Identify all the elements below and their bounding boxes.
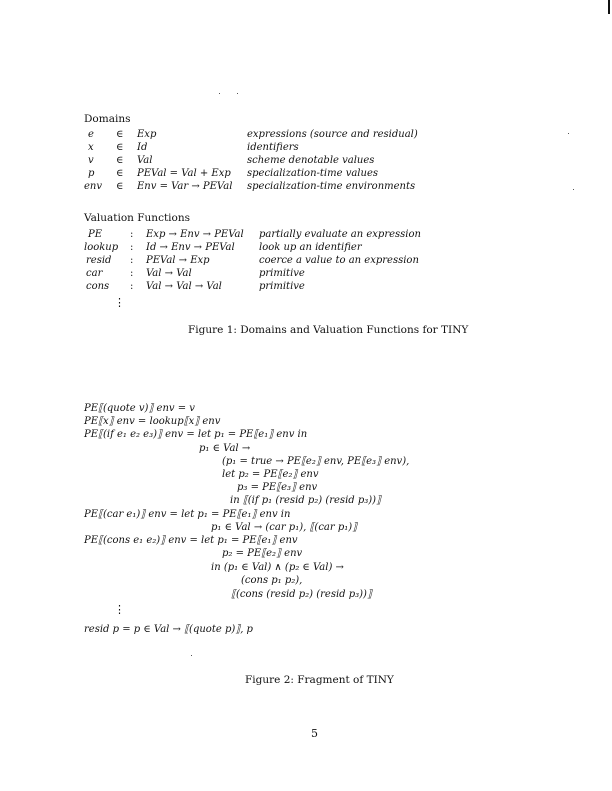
domain-var: e xyxy=(88,129,94,140)
code-line: in ⟦(if p₁ (resid p₂) (resid p₃))⟧ xyxy=(230,495,382,506)
domain-var: x xyxy=(88,142,94,153)
domain-type: Val xyxy=(137,155,153,166)
function-name: cons xyxy=(86,281,110,292)
function-sep: : xyxy=(130,255,134,266)
vertical-ellipsis: ⋮ xyxy=(114,296,125,309)
domain-desc: expressions (source and residual) xyxy=(247,129,418,140)
code-line: in (p₁ ∈ Val) ∧ (p₂ ∈ Val) → xyxy=(211,562,344,573)
function-desc: primitive xyxy=(259,281,305,292)
figure1-caption: Figure 1: Domains and Valuation Functions for TINY xyxy=(188,324,469,336)
code-line: let p₂ = PE⟦e₂⟧ env xyxy=(222,469,319,480)
function-type: PEVal → Exp xyxy=(146,255,210,266)
function-type: Val → Val → Val xyxy=(146,281,222,292)
vertical-ellipsis: ⋮ xyxy=(114,603,125,616)
domains-heading: Domains xyxy=(84,113,131,125)
domain-rel: ∈ xyxy=(116,129,124,140)
domain-type: PEVal = Val + Exp xyxy=(137,168,231,179)
function-desc: look up an identifier xyxy=(259,242,362,253)
function-sep: : xyxy=(130,229,134,240)
code-line: p₁ ∈ Val → (car p₁), ⟦(car p₁)⟧ xyxy=(211,522,358,533)
domain-rel: ∈ xyxy=(116,168,124,179)
domain-rel: ∈ xyxy=(116,155,124,166)
function-name: PE xyxy=(88,229,103,240)
scan-speck xyxy=(191,655,192,656)
code-line: (p₁ = true → PE⟦e₂⟧ env, PE⟦e₃⟧ env), xyxy=(222,456,410,467)
function-name: resid xyxy=(86,255,112,266)
domain-desc: specialization-time values xyxy=(247,168,378,179)
domain-desc: identifiers xyxy=(247,142,299,153)
function-type: Exp → Env → PEVal xyxy=(146,229,244,240)
domain-type: Exp xyxy=(137,129,157,140)
code-line: PE⟦(if e₁ e₂ e₃)⟧ env = let p₁ = PE⟦e₁⟧ env in xyxy=(84,429,308,440)
scan-speck xyxy=(568,133,569,134)
code-line: resid p = p ∈ Val → ⟦(quote p)⟧, p xyxy=(84,624,253,635)
domain-var: env xyxy=(84,181,103,192)
corner-mark xyxy=(608,0,610,14)
function-type: Id → Env → PEVal xyxy=(146,242,235,253)
code-line: PE⟦x⟧ env = lookup⟦x⟧ env xyxy=(84,416,221,427)
scan-speck xyxy=(237,93,238,94)
valuation-heading: Valuation Functions xyxy=(84,212,190,224)
domain-desc: scheme denotable values xyxy=(247,155,375,166)
figure2-caption: Figure 2: Fragment of TINY xyxy=(245,674,394,686)
function-sep: : xyxy=(130,242,134,253)
code-line: PE⟦(quote v)⟧ env = v xyxy=(84,403,195,414)
function-sep: : xyxy=(130,268,134,279)
function-desc: primitive xyxy=(259,268,305,279)
function-desc: coerce a value to an expression xyxy=(259,255,419,266)
code-line: PE⟦(car e₁)⟧ env = let p₁ = PE⟦e₁⟧ env in xyxy=(84,509,291,520)
scan-speck xyxy=(219,93,220,94)
page-number: 5 xyxy=(311,727,318,740)
domain-var: p xyxy=(88,168,95,179)
domain-rel: ∈ xyxy=(116,181,124,192)
domain-desc: specialization-time environments xyxy=(247,181,416,192)
function-sep: : xyxy=(130,281,134,292)
code-line: p₂ = PE⟦e₂⟧ env xyxy=(222,548,303,559)
function-type: Val → Val xyxy=(146,268,192,279)
scan-speck xyxy=(573,189,574,190)
code-line: p₃ = PE⟦e₃⟧ env xyxy=(237,482,318,493)
function-name: car xyxy=(86,268,103,279)
function-desc: partially evaluate an expression xyxy=(259,229,421,240)
code-line: p₁ ∈ Val → xyxy=(199,443,251,454)
domain-var: v xyxy=(88,155,94,166)
code-line: PE⟦(cons e₁ e₂)⟧ env = let p₁ = PE⟦e₁⟧ env xyxy=(84,535,298,546)
domain-type: Id xyxy=(137,142,148,153)
code-line: (cons p₁ p₂), xyxy=(241,575,303,586)
domain-rel: ∈ xyxy=(116,142,124,153)
code-line: ⟦(cons (resid p₂) (resid p₃))⟧ xyxy=(231,589,372,600)
function-name: lookup xyxy=(84,242,119,253)
domain-type: Env = Var → PEVal xyxy=(137,181,233,192)
